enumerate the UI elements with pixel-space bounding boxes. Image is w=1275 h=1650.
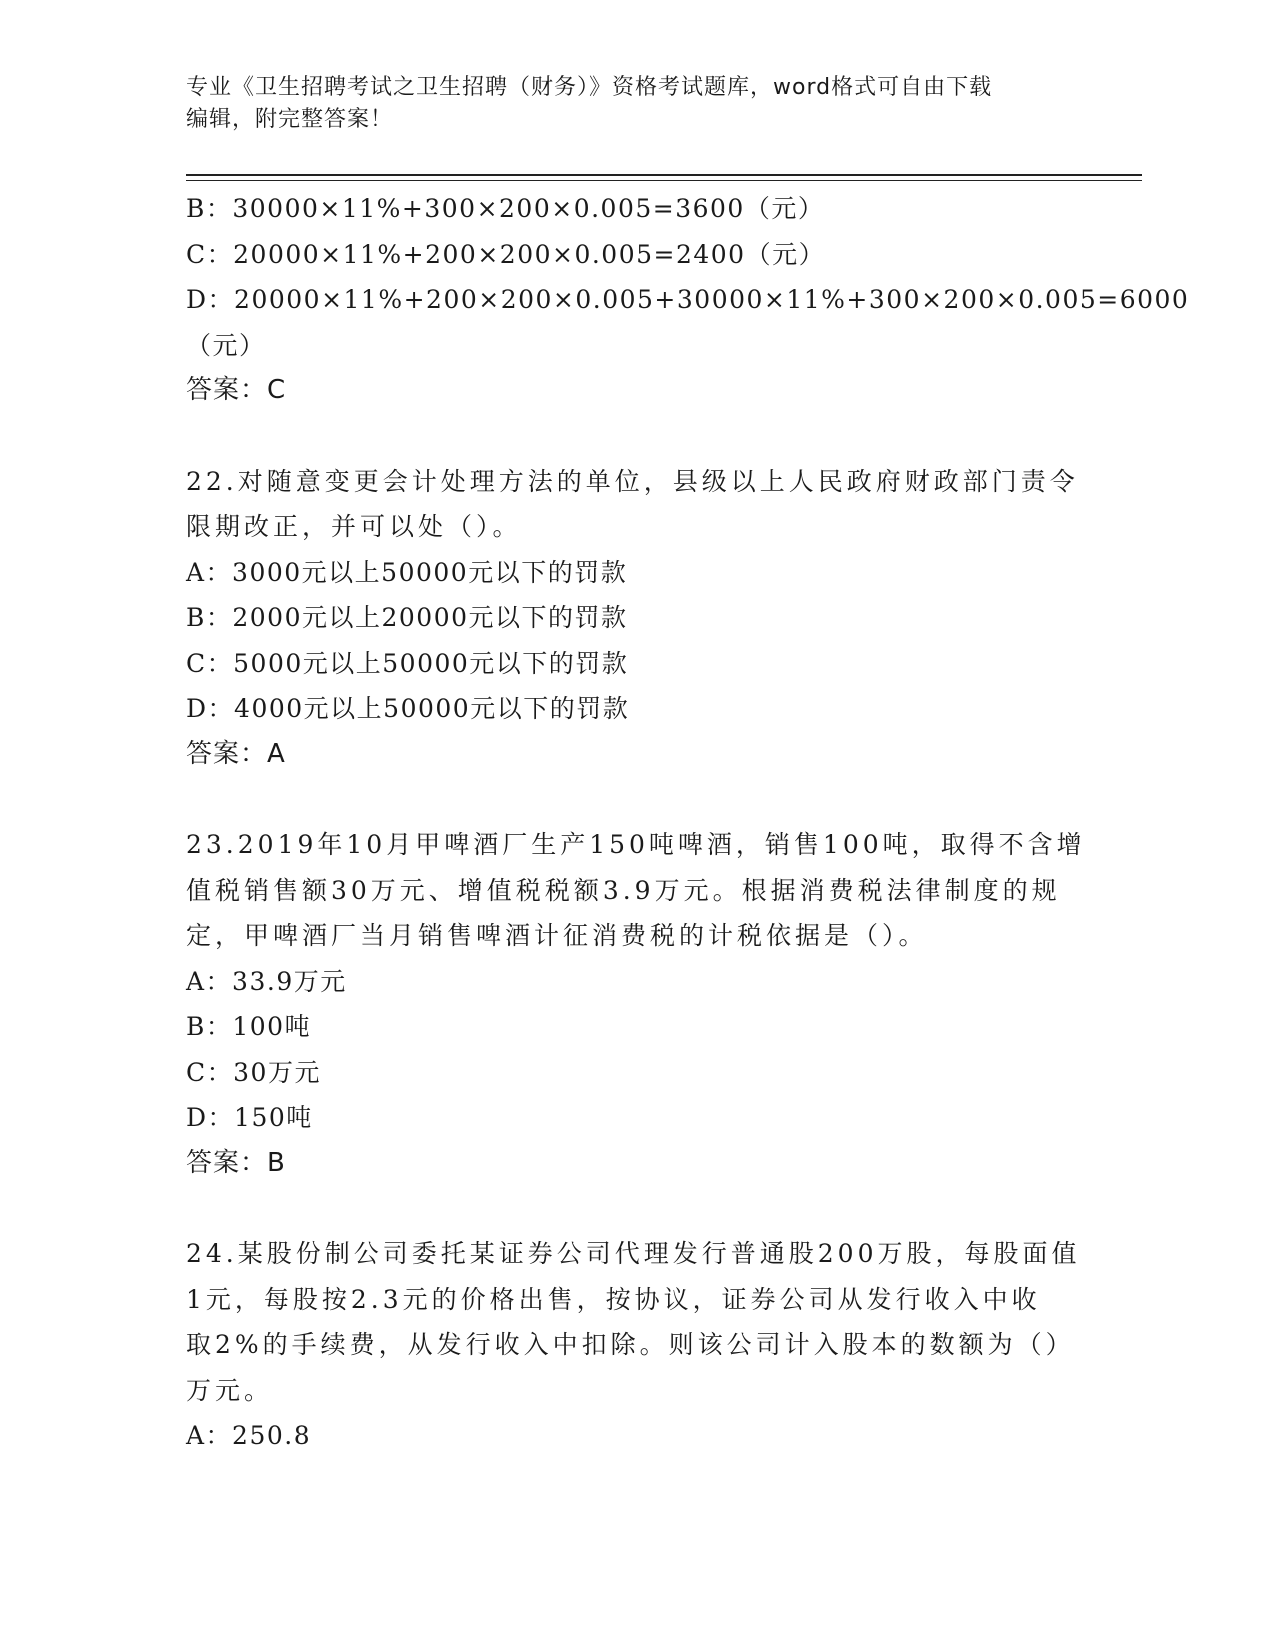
spacer xyxy=(186,414,1086,459)
option-c: C：5000元以上50000元以下的罚款 xyxy=(186,648,629,678)
question-22 xyxy=(186,459,1086,778)
question-text-line-4: 万元。 xyxy=(186,1375,274,1405)
spacer xyxy=(186,1186,1086,1231)
question-text-line-2: 1元，每股按2.3元的价格出售，按协议，证券公司从发行收入中收 xyxy=(186,1284,1041,1314)
question-content xyxy=(186,186,1190,1459)
option-b: B：100吨 xyxy=(186,1012,312,1041)
question-text-line-2: 限期改正，并可以处（）。 xyxy=(186,512,522,541)
document-header xyxy=(186,72,1086,136)
question-23 xyxy=(186,822,1086,1186)
option-c: C：30万元 xyxy=(186,1057,321,1087)
option-d: D：150吨 xyxy=(186,1103,313,1132)
spacer xyxy=(186,777,1086,822)
answer: 答案：B xyxy=(186,1147,286,1178)
question-text-line-3: 定，甲啤酒厂当月销售啤酒计征消费税的计税依据是（）。 xyxy=(186,921,928,950)
option-a: A：33.9万元 xyxy=(186,966,347,996)
question-text-line-3: 取2%的手续费，从发行收入中扣除。则该公司计入股本的数额为（） xyxy=(186,1330,1075,1359)
option-d-continued: （元） xyxy=(186,330,266,360)
header-line-1: 专业《卫生招聘考试之卫生招聘（财务）》资格考试题库，word格式可自由下载 xyxy=(186,75,993,100)
option-b: B：30000×11%+300×200×0.005=3600（元） xyxy=(186,194,825,223)
question-text-line-1: 24.某股份制公司委托某证券公司代理发行普通股200万股，每股面值 xyxy=(186,1239,1081,1268)
answer: 答案：C xyxy=(186,375,287,405)
option-d: D：4000元以上50000元以下的罚款 xyxy=(186,694,630,723)
option-b: B：2000元以上20000元以下的罚款 xyxy=(186,603,628,632)
question-24 xyxy=(186,1231,1086,1459)
header-line-2: 编辑，附完整答案！ xyxy=(186,107,394,132)
question-text-line-1: 22.对随意变更会计处理方法的单位，县级以上人民政府财政部门责令 xyxy=(186,466,1079,496)
question-21 xyxy=(186,186,1190,414)
answer: 答案：A xyxy=(186,738,286,769)
option-d: D：20000×11%+200×200×0.005+30000×11%+300×200×0.005=6000 xyxy=(186,285,1190,314)
option-a: A：3000元以上50000元以下的罚款 xyxy=(186,557,628,587)
header-divider-thick xyxy=(186,174,1142,176)
question-text-line-2: 值税销售额30万元、增值税税额3.9万元。根据消费税法律制度的规 xyxy=(186,875,1061,905)
question-text-line-1: 23.2019年10月甲啤酒厂生产150吨啤酒，销售100吨，取得不含增 xyxy=(186,830,1086,859)
option-a: A：250.8 xyxy=(186,1421,312,1450)
header-divider-thin xyxy=(186,180,1142,181)
option-c: C：20000×11%+200×200×0.005=2400（元） xyxy=(186,239,826,269)
